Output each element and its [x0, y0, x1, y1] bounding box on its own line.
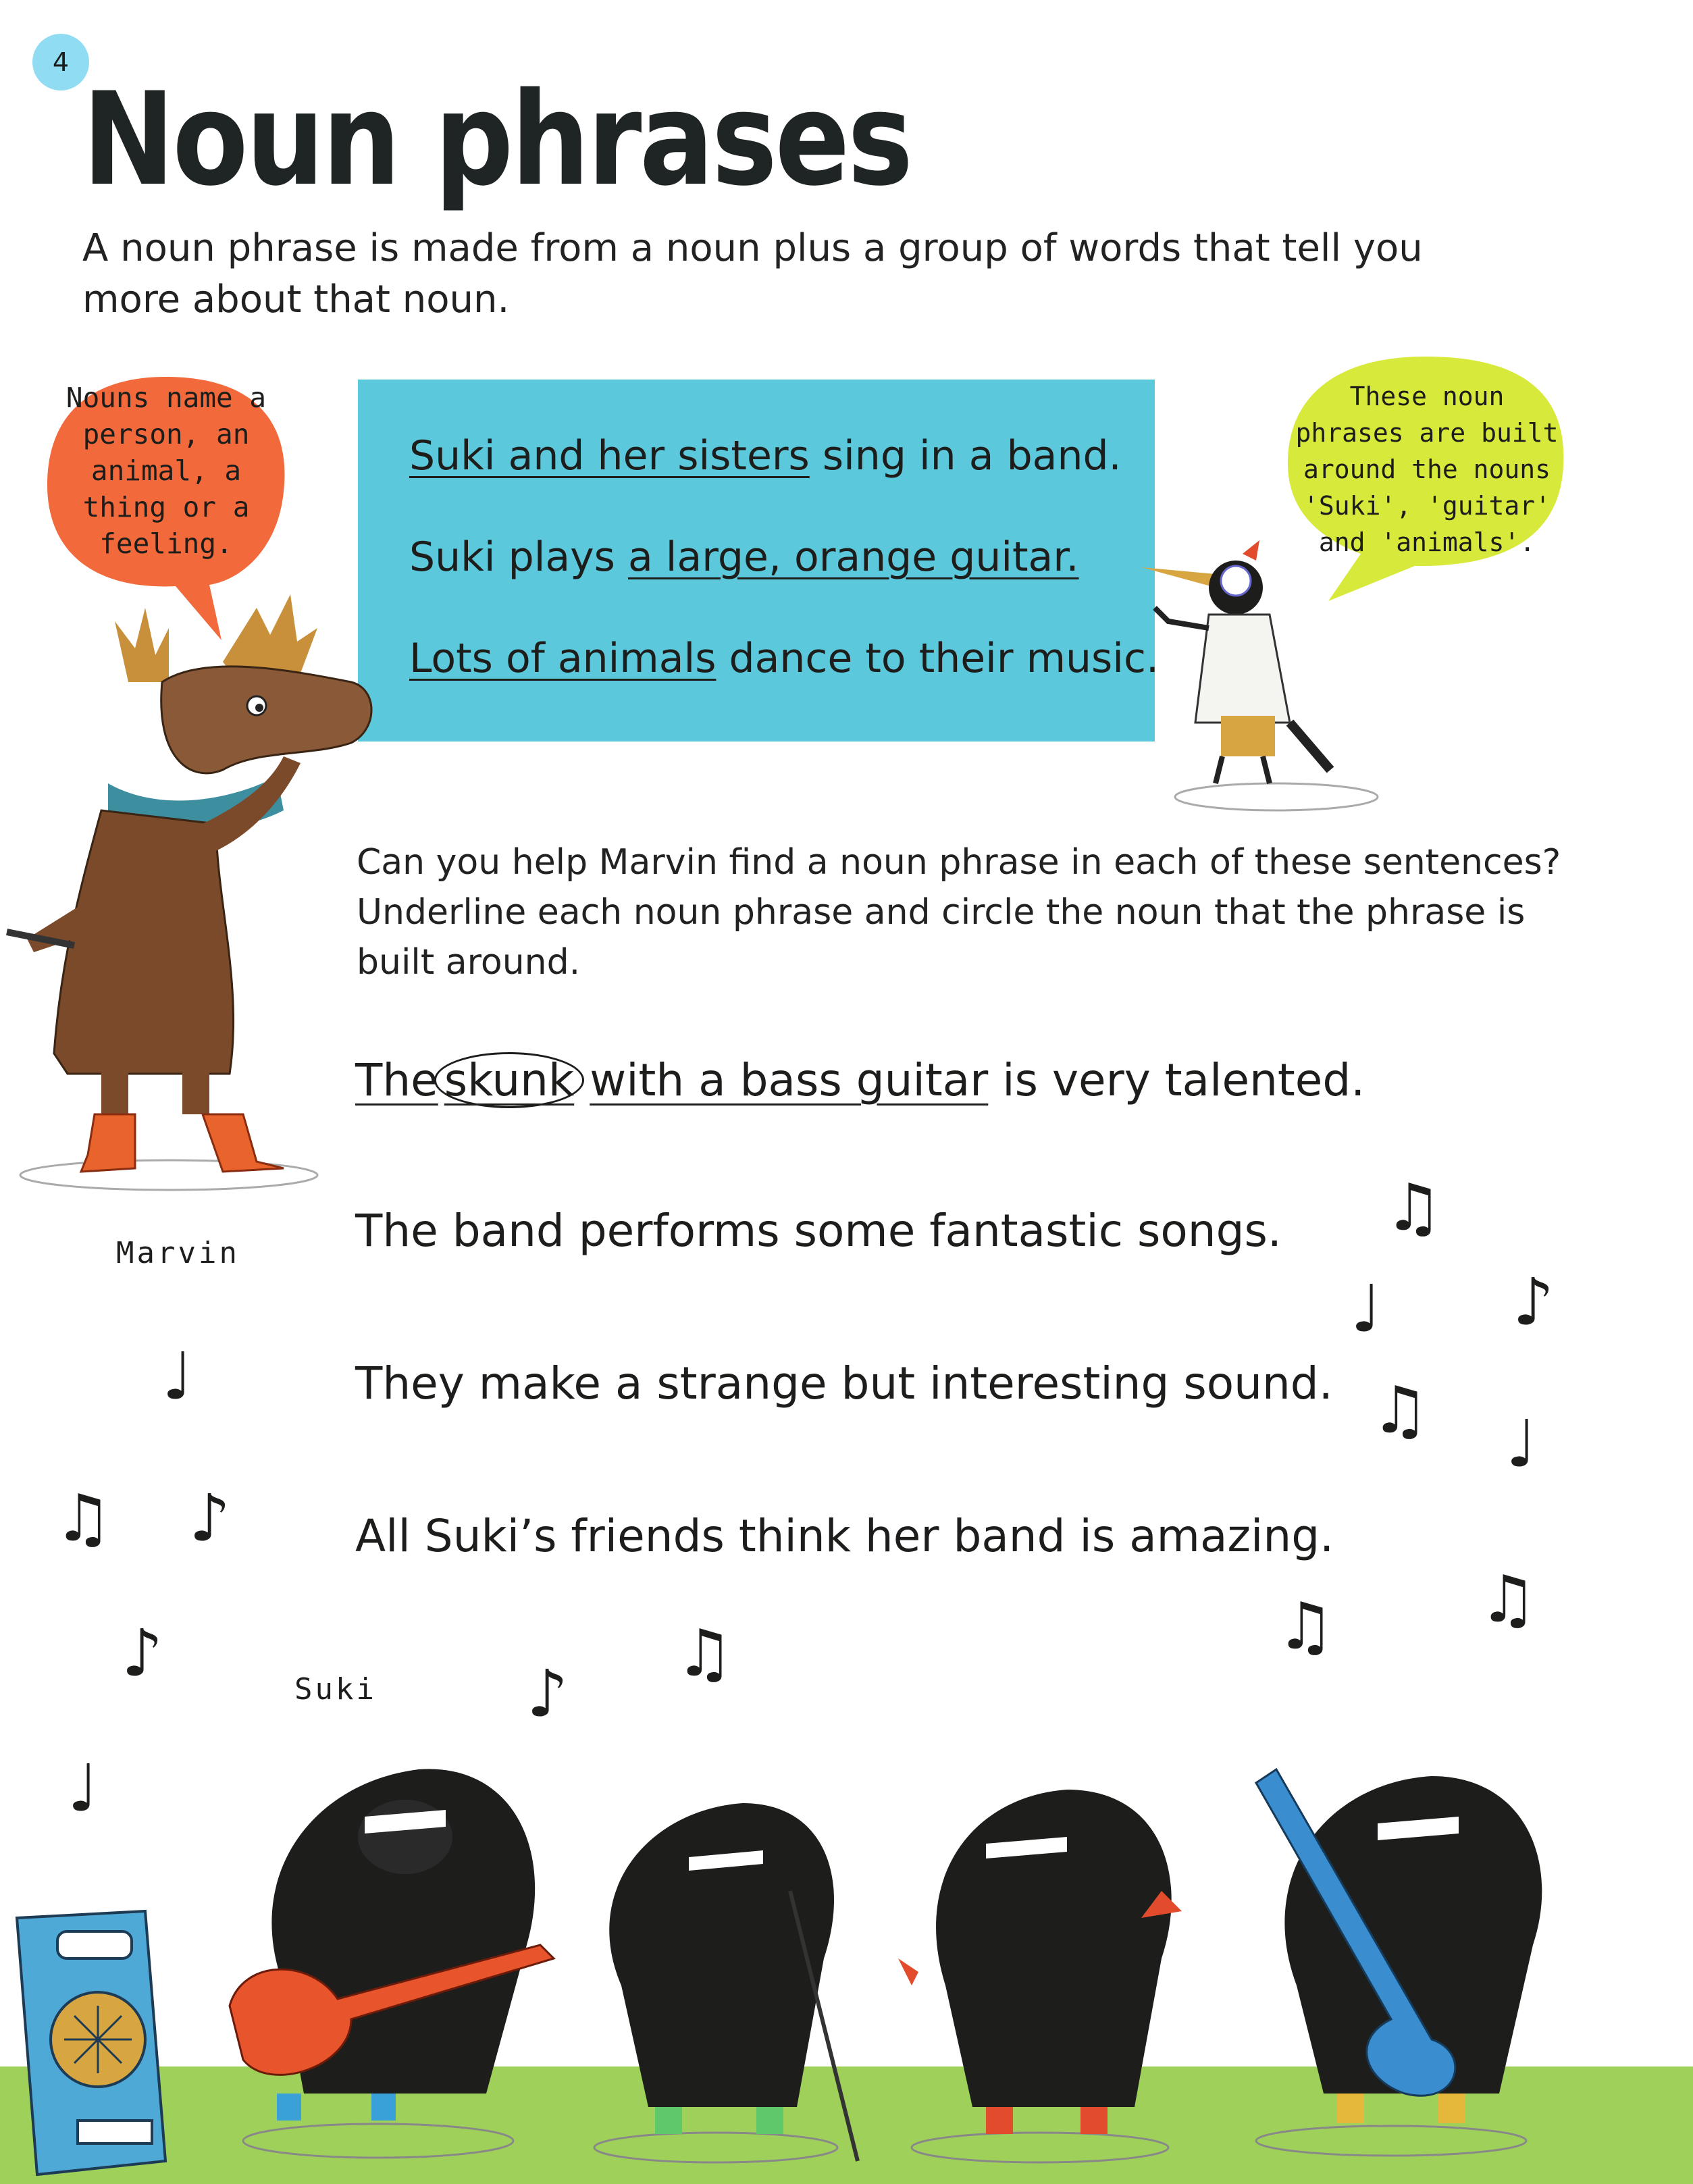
instructions-text: Can you help Marvin find a noun phrase in each of these sentences? Underline each noun phrase and circle the noun that the phrase is built around. — [357, 842, 1561, 983]
sentence-example-rest: is very talented. — [988, 1054, 1365, 1106]
example-line-1 — [409, 432, 1122, 479]
sentence-example — [355, 1052, 1365, 1108]
example-1-phrase: Suki and her sisters — [409, 432, 810, 479]
music-note-icon: ♩ — [1506, 1406, 1537, 1482]
suki-label: Suki — [294, 1672, 377, 1707]
example-1-rest: sing in a band. — [809, 432, 1122, 479]
sentence-1[interactable]: The band performs some fantastic songs. — [355, 1205, 1282, 1257]
example-line-3 — [409, 635, 1159, 682]
music-note-icon: ♩ — [68, 1750, 99, 1826]
intro-text: A noun phrase is made from a noun plus a group of words that tell you more about that noun. — [82, 226, 1423, 321]
sentence-example-underline-start: The — [355, 1054, 438, 1106]
speaker-icon — [10, 1904, 179, 2181]
example-line-2 — [409, 534, 1079, 581]
marvin-label: Marvin — [116, 1236, 240, 1270]
music-note-icon: ♪ — [1513, 1264, 1555, 1340]
music-note-icon: ♪ — [189, 1480, 231, 1556]
example-3-rest: dance to their music. — [716, 635, 1160, 682]
page-number-badge — [32, 34, 89, 90]
sentence-2[interactable]: They make a strange but interesting sound. — [355, 1357, 1333, 1409]
example-box — [358, 380, 1160, 742]
woodpecker-illustration — [1141, 527, 1384, 817]
circled-noun: skunk — [434, 1052, 584, 1108]
sentence-example-underline-end: with a bass guitar — [590, 1054, 989, 1106]
bubble-right-text: These noun phrases are built around the nouns 'Suki', 'guitar' and 'animals'. — [1295, 382, 1559, 557]
music-note-icon: ♩ — [1351, 1271, 1382, 1347]
bubble-left-text: Nouns name a person, an animal, a thing or a feeling. — [66, 382, 267, 560]
example-3-phrase: Lots of animals — [409, 635, 717, 682]
music-note-icon: ♫ — [1276, 1588, 1335, 1664]
music-note-icon: ♪ — [122, 1615, 163, 1691]
music-note-icon: ♫ — [1384, 1170, 1443, 1245]
example-2-before: Suki plays — [409, 534, 628, 581]
music-note-icon: ♫ — [1371, 1372, 1430, 1448]
sentence-3[interactable]: All Suki’s friends think her band is amazing. — [355, 1510, 1334, 1562]
skunk-band-illustration — [203, 1702, 1607, 2175]
page-title: Noun phrases — [82, 65, 911, 214]
music-note-icon: ♪ — [527, 1656, 569, 1732]
moose-illustration — [0, 581, 392, 1229]
example-2-phrase: a large, orange guitar. — [627, 534, 1079, 581]
music-note-icon: ♩ — [162, 1338, 193, 1414]
music-note-icon: ♫ — [54, 1480, 113, 1556]
music-note-icon: ♫ — [675, 1615, 734, 1691]
music-note-icon: ♫ — [1479, 1561, 1538, 1637]
page-number: 4 — [52, 47, 70, 77]
